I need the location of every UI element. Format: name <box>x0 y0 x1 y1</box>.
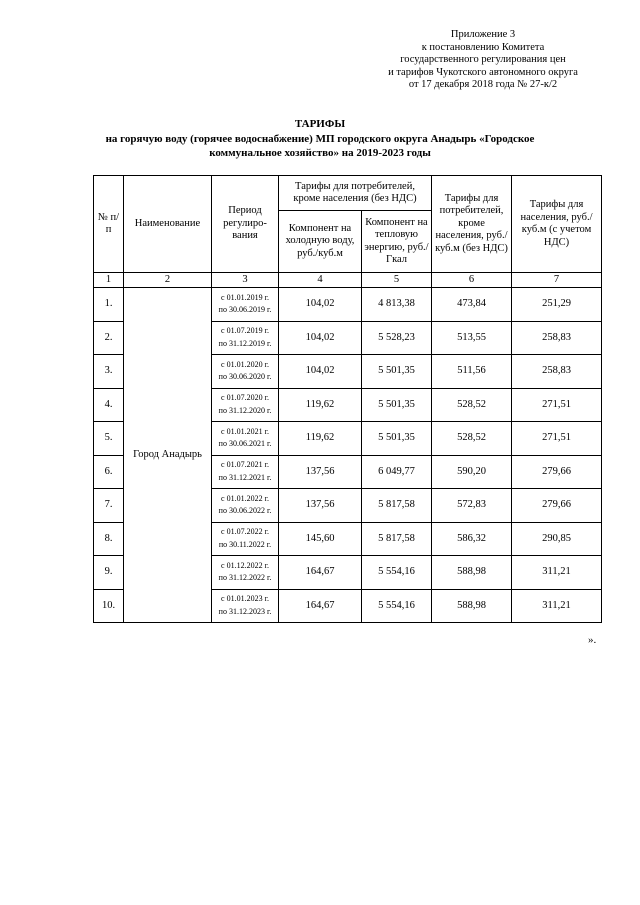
row-number: 10. <box>94 589 124 623</box>
cold-component-value: 137,56 <box>279 455 362 489</box>
heat-component-value: 6 049,77 <box>362 455 432 489</box>
row-number: 4. <box>94 388 124 422</box>
period-start: с 01.07.2020 г. <box>221 393 269 403</box>
header-period: Период регулиро-вания <box>212 176 279 273</box>
population-tariff-value: 311,21 <box>512 556 602 590</box>
period-end: по 30.06.2020 г. <box>218 372 272 382</box>
tariffs-table <box>93 175 602 623</box>
cold-component-value: 119,62 <box>279 422 362 456</box>
column-number: 3 <box>212 273 279 288</box>
row-number: 7. <box>94 489 124 523</box>
page-title: ТАРИФЫ <box>294 118 346 130</box>
period-start: с 01.07.2022 г. <box>221 527 269 537</box>
heat-component-value: 5 817,58 <box>362 522 432 556</box>
period-start: с 01.01.2020 г. <box>221 359 269 369</box>
population-tariff-value: 279,66 <box>512 455 602 489</box>
cold-component-value: 137,56 <box>279 489 362 523</box>
period-end: по 30.06.2022 г. <box>218 506 272 516</box>
heat-component-value: 5 501,35 <box>362 355 432 389</box>
row-number: 6. <box>94 455 124 489</box>
period-end: по 30.06.2019 г. <box>218 305 272 315</box>
table-row <box>94 288 602 322</box>
row-number: 1. <box>94 288 124 322</box>
header-comp-cold: Компонент на холодную воду, руб./куб.м <box>279 211 362 273</box>
period-end: по 31.12.2021 г. <box>218 472 272 482</box>
heat-component-value: 5 528,23 <box>362 321 432 355</box>
heat-component-value: 5 817,58 <box>362 489 432 523</box>
consumers-tariff-value: 511,56 <box>432 355 512 389</box>
population-tariff-value: 271,51 <box>512 422 602 456</box>
heat-component-value: 5 501,35 <box>362 388 432 422</box>
heat-component-value: 4 813,38 <box>362 288 432 322</box>
column-number: 2 <box>124 273 212 288</box>
title-subtitle: коммунальное хозяйство» на 2019-2023 годы <box>209 147 431 159</box>
period-start: с 01.01.2022 г. <box>221 493 269 503</box>
header-comp-heat: Компонент на тепловую энергию, руб./Гкал <box>362 211 432 273</box>
title-subtitle: на горячую воду (горячее водоснабжение) МП городского округа Анадырь «Городское <box>105 133 535 145</box>
period-cell <box>212 321 279 355</box>
consumers-tariff-value: 473,84 <box>432 288 512 322</box>
population-tariff-value: 279,66 <box>512 489 602 523</box>
period-cell <box>212 388 279 422</box>
period-cell <box>212 455 279 489</box>
period-end: по 31.12.2020 г. <box>218 405 272 415</box>
period-end: по 30.06.2021 г. <box>218 439 272 449</box>
period-end: по 31.12.2019 г. <box>218 338 272 348</box>
period-end: по 31.12.2022 г. <box>218 573 272 583</box>
appendix-line: к постановлению Комитета <box>421 41 545 53</box>
cold-component-value: 104,02 <box>279 321 362 355</box>
table-header-row <box>94 176 602 211</box>
row-number: 5. <box>94 422 124 456</box>
appendix-line: Приложение 3 <box>450 29 516 40</box>
appendix-header <box>340 29 626 92</box>
row-number: 8. <box>94 522 124 556</box>
appendix-line: и тарифов Чукотского автономного округа <box>388 66 578 78</box>
cold-component-value: 164,67 <box>279 589 362 623</box>
consumers-tariff-value: 513,55 <box>432 321 512 355</box>
period-start: с 01.07.2019 г. <box>221 326 269 336</box>
header-population: Тарифы для населения, руб./куб.м (с учетом НДС) <box>512 176 602 273</box>
header-group: Тарифы для потребителей, кроме населения (без НДС) <box>279 176 432 211</box>
header-num: № п/п <box>94 176 124 273</box>
heat-component-value: 5 554,16 <box>362 556 432 590</box>
period-cell <box>212 522 279 556</box>
consumers-tariff-value: 572,83 <box>432 489 512 523</box>
column-number: 7 <box>512 273 602 288</box>
row-number: 3. <box>94 355 124 389</box>
column-number: 4 <box>279 273 362 288</box>
population-tariff-value: 258,83 <box>512 355 602 389</box>
population-tariff-value: 290,85 <box>512 522 602 556</box>
population-tariff-value: 258,83 <box>512 321 602 355</box>
header-name: Наименование <box>124 176 212 273</box>
period-cell <box>212 556 279 590</box>
period-cell <box>212 288 279 322</box>
closing-quote-mark: ». <box>588 634 597 646</box>
period-cell <box>212 355 279 389</box>
period-cell <box>212 489 279 523</box>
document-title <box>100 117 540 160</box>
header-consumers: Тарифы для потребителей, кроме населения, руб./куб.м (без НДС) <box>432 176 512 273</box>
org-name: Город Анадырь <box>124 288 212 623</box>
row-number: 9. <box>94 556 124 590</box>
cold-component-value: 119,62 <box>279 388 362 422</box>
cold-component-value: 104,02 <box>279 355 362 389</box>
consumers-tariff-value: 588,98 <box>432 589 512 623</box>
population-tariff-value: 251,29 <box>512 288 602 322</box>
period-cell <box>212 422 279 456</box>
column-number: 5 <box>362 273 432 288</box>
consumers-tariff-value: 528,52 <box>432 388 512 422</box>
population-tariff-value: 271,51 <box>512 388 602 422</box>
consumers-tariff-value: 528,52 <box>432 422 512 456</box>
column-number: 6 <box>432 273 512 288</box>
period-end: по 31.12.2023 г. <box>218 606 272 616</box>
column-number-row <box>94 273 602 288</box>
period-end: по 30.11.2022 г. <box>218 539 272 549</box>
consumers-tariff-value: 586,32 <box>432 522 512 556</box>
consumers-tariff-value: 588,98 <box>432 556 512 590</box>
heat-component-value: 5 554,16 <box>362 589 432 623</box>
population-tariff-value: 311,21 <box>512 589 602 623</box>
period-cell <box>212 589 279 623</box>
consumers-tariff-value: 590,20 <box>432 455 512 489</box>
cold-component-value: 104,02 <box>279 288 362 322</box>
period-start: с 01.01.2021 г. <box>221 426 269 436</box>
period-start: с 01.12.2022 г. <box>221 560 269 570</box>
cold-component-value: 145,60 <box>279 522 362 556</box>
column-number: 1 <box>94 273 124 288</box>
appendix-line: от 17 декабря 2018 года № 27-к/2 <box>408 79 558 91</box>
cold-component-value: 164,67 <box>279 556 362 590</box>
row-number: 2. <box>94 321 124 355</box>
appendix-line: государственного регулирования цен <box>400 54 566 66</box>
heat-component-value: 5 501,35 <box>362 422 432 456</box>
period-start: с 01.01.2019 г. <box>221 292 269 302</box>
period-start: с 01.07.2021 г. <box>221 460 269 470</box>
period-start: с 01.01.2023 г. <box>221 594 269 604</box>
